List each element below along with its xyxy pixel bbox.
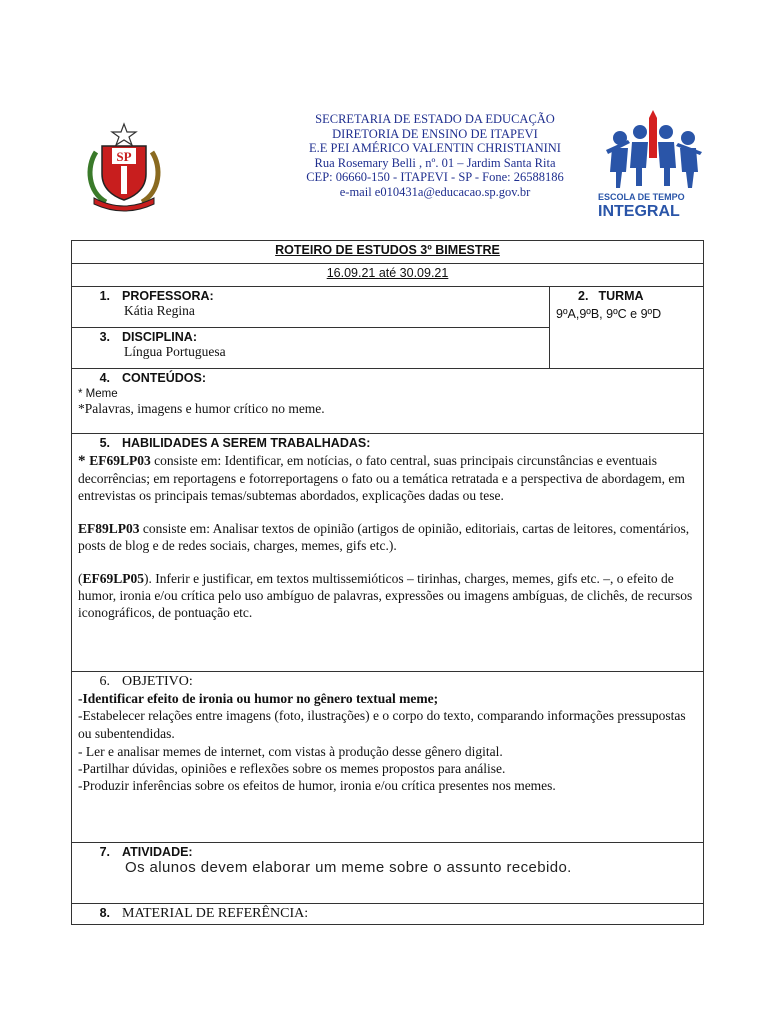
objetivo-heading [78,674,697,690]
header-line: DIRETORIA DE ENSINO DE ITAPEVI [332,126,538,141]
professora-value: Kátia Regina [124,303,195,318]
disciplina-cell [72,328,550,369]
section-label: OBJETIVO: [122,674,193,689]
escola-tempo-integral-logo [598,110,708,220]
section-label: HABILIDADES A SEREM TRABALHADAS: [122,436,371,450]
letterhead [0,0,768,230]
habilidade-code: EF69LP05 [82,571,145,586]
disciplina-value: Língua Portuguesa [124,344,226,359]
objetivo-item: -Produzir inferências sobre os efeitos de humor, ironia e/ou crítica presentes nos memes. [78,778,556,793]
study-plan-table [71,240,704,925]
section-label: CONTEÚDOS: [122,371,207,385]
atividade-heading [78,845,697,859]
conteudos-cell [72,369,704,434]
habilidade-code: EF69LP03 [89,453,151,468]
section-label: ATIVIDADE: [122,845,193,859]
date-range: 16.09.21 até 30.09.21 [72,264,704,287]
professora-cell [72,287,550,328]
section-label: MATERIAL DE REFERÊNCIA: [122,906,309,921]
objetivo-item: - Ler e analisar memes de internet, com vistas à produção desse gênero digital. [78,744,503,759]
atividade-cell [72,843,704,904]
school-address-block [270,112,600,199]
section-label: TURMA [598,289,644,303]
header-line: SECRETARIA DE ESTADO DA EDUCAÇÃO [315,112,555,126]
habilidade-paragraph [78,570,697,621]
objetivo-cell [72,672,704,843]
objetivo-item: -Partilhar dúvidas, opiniões e reflexões sobre os memes propostos para análise. [78,761,506,776]
turma-heading [556,289,697,303]
section-label: PROFESSORA: [122,289,214,303]
habilidade-text: consiste em: Identificar, em notícias, o fato central, suas principais circunstâncias e eventuais decorrências; em reportagens e fotorreportagens o fato ou a temática retratada e a perspectiva de abordagem, em entrevistas os principais temas/subtemas abordados, explicações dadas ou tese. [78,453,685,503]
sao-paulo-coat-of-arms-icon [84,122,164,212]
section-number: 2. [578,289,589,303]
section-number: 8. [99,906,110,920]
people-pencil-icon [598,110,708,220]
habilidades-cell [72,434,704,672]
conteudo-item: * Meme [78,388,118,400]
objetivo-item: -Identificar efeito de ironia ou humor no gênero textual meme; [78,691,439,706]
conteudos-heading [78,371,697,385]
header-line: e-mail e010431a@educacao.sp.gov.br [339,184,531,199]
habilidade-bullet: * [78,453,90,469]
habilidade-paragraph [78,452,697,504]
turma-value: 9ºA,9ºB, 9ºC e 9ºD [556,307,662,321]
habilidade-code: EF89LP03 [78,521,140,536]
material-cell [72,904,704,925]
section-number: 3. [99,330,110,344]
turma-cell [550,287,704,369]
header-line: Rua Rosemary Belli , nº. 01 – Jardim Santa Rita [314,155,556,170]
document-title: ROTEIRO DE ESTUDOS 3º BIMESTRE [72,241,704,264]
conteudo-item: *Palavras, imagens e humor crítico no meme. [78,401,325,416]
paren: ( [78,571,83,586]
logo-line-2: INTEGRAL [598,203,680,220]
habilidades-heading [78,436,697,450]
section-number: 7. [99,845,110,859]
habilidade-paragraph [78,520,697,554]
atividade-text: Os alunos devem elaborar um meme sobre o assunto recebido. [125,859,572,876]
professora-heading [78,289,543,303]
section-number: 5. [99,436,110,450]
section-number: 1. [99,289,110,303]
section-label: DISCIPLINA: [122,330,197,344]
seal-initials: SP [116,149,132,164]
header-line: CEP: 06660-150 - ITAPEVI - SP - Fone: 26588186 [306,170,564,184]
header-line: E.E PEI AMÉRICO VALENTIN CHRISTIANINI [309,141,561,155]
section-number: 6. [99,674,110,689]
disciplina-heading [78,330,543,344]
section-number: 4. [99,371,110,385]
habilidade-text: ). Inferir e justificar, em textos multissemióticos – tirinhas, charges, memes, gifs etc. –, o efeito de humor, ironia e/ou crítica pelo uso ambíguo de palavras, expressões ou imagens ambíguas, de clichês, de recursos iconográficos, de pontuação etc. [78,571,693,620]
habilidade-text: consiste em: Analisar textos de opinião (artigos de opinião, editoriais, cartas de leitores, comentários, posts de blog e de redes sociais, charges, memes, gifs etc.). [78,521,690,553]
logo-line-1: ESCOLA DE TEMPO [598,192,685,202]
material-heading [78,906,697,922]
objetivo-item: -Estabelecer relações entre imagens (foto, ilustrações) e o corpo do texto, comparando informações pressupostas ou subentendidas. [78,708,686,741]
